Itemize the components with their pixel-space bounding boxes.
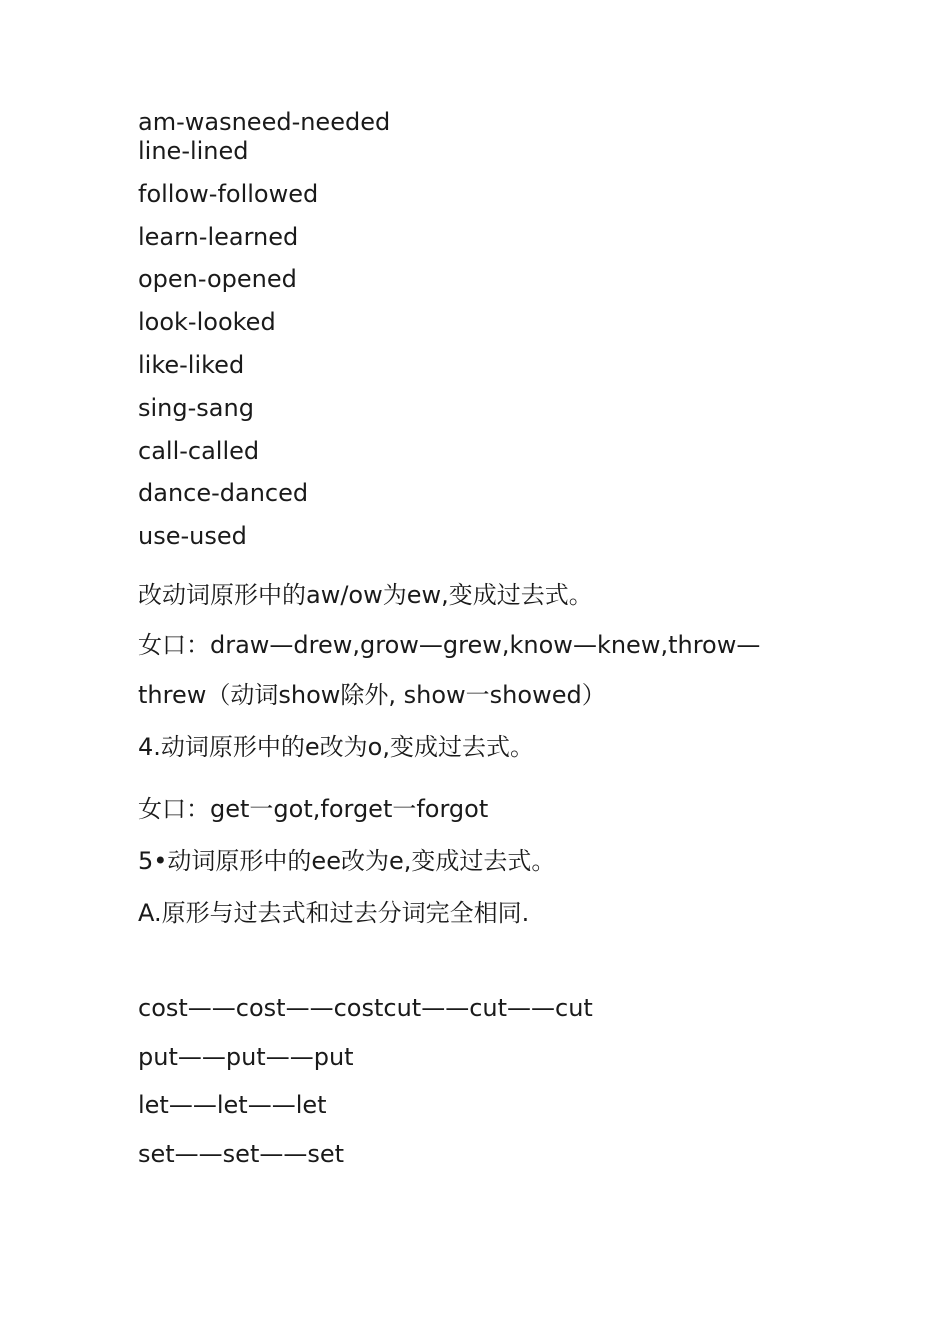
verb-pair: like-liked <box>138 351 245 379</box>
same-form-row: cost——cost——costcut——cut——cut <box>138 994 593 1022</box>
rule-a: A.原形与过去式和过去分词完全相同. <box>138 899 530 927</box>
same-form-row: set——set——set <box>138 1140 345 1168</box>
verb-pair: sing-sang <box>138 394 254 422</box>
same-form-row: let——let——let <box>138 1091 327 1119</box>
rule-4: 4.动词原形中的e改为o,变成过去式。 <box>138 733 534 761</box>
verb-pair: use-used <box>138 522 247 550</box>
example-4: 女口：get一got,forget一forgot <box>138 795 489 823</box>
same-form-row: put——put——put <box>138 1043 354 1071</box>
example-aw-ow-line-2: threw（动词show除外, show一showed） <box>138 681 606 709</box>
verb-pair: am-wasneed-needed <box>138 108 391 136</box>
rule-5: 5•动词原形中的ee改为e,变成过去式。 <box>138 847 556 875</box>
example-aw-ow-line-1: 女口：draw—drew,grow—grew,know—knew,throw— <box>138 631 761 659</box>
verb-pair: follow-followed <box>138 180 319 208</box>
verb-pair: learn-learned <box>138 223 299 251</box>
rule-aw-ow: 改动词原形中的aw/ow为ew,变成过去式。 <box>138 581 593 609</box>
verb-pair: dance-danced <box>138 479 309 507</box>
verb-pair: line-lined <box>138 137 249 165</box>
verb-pair: call-called <box>138 437 260 465</box>
verb-pair: look-looked <box>138 308 276 336</box>
verb-pair: open-opened <box>138 265 297 293</box>
